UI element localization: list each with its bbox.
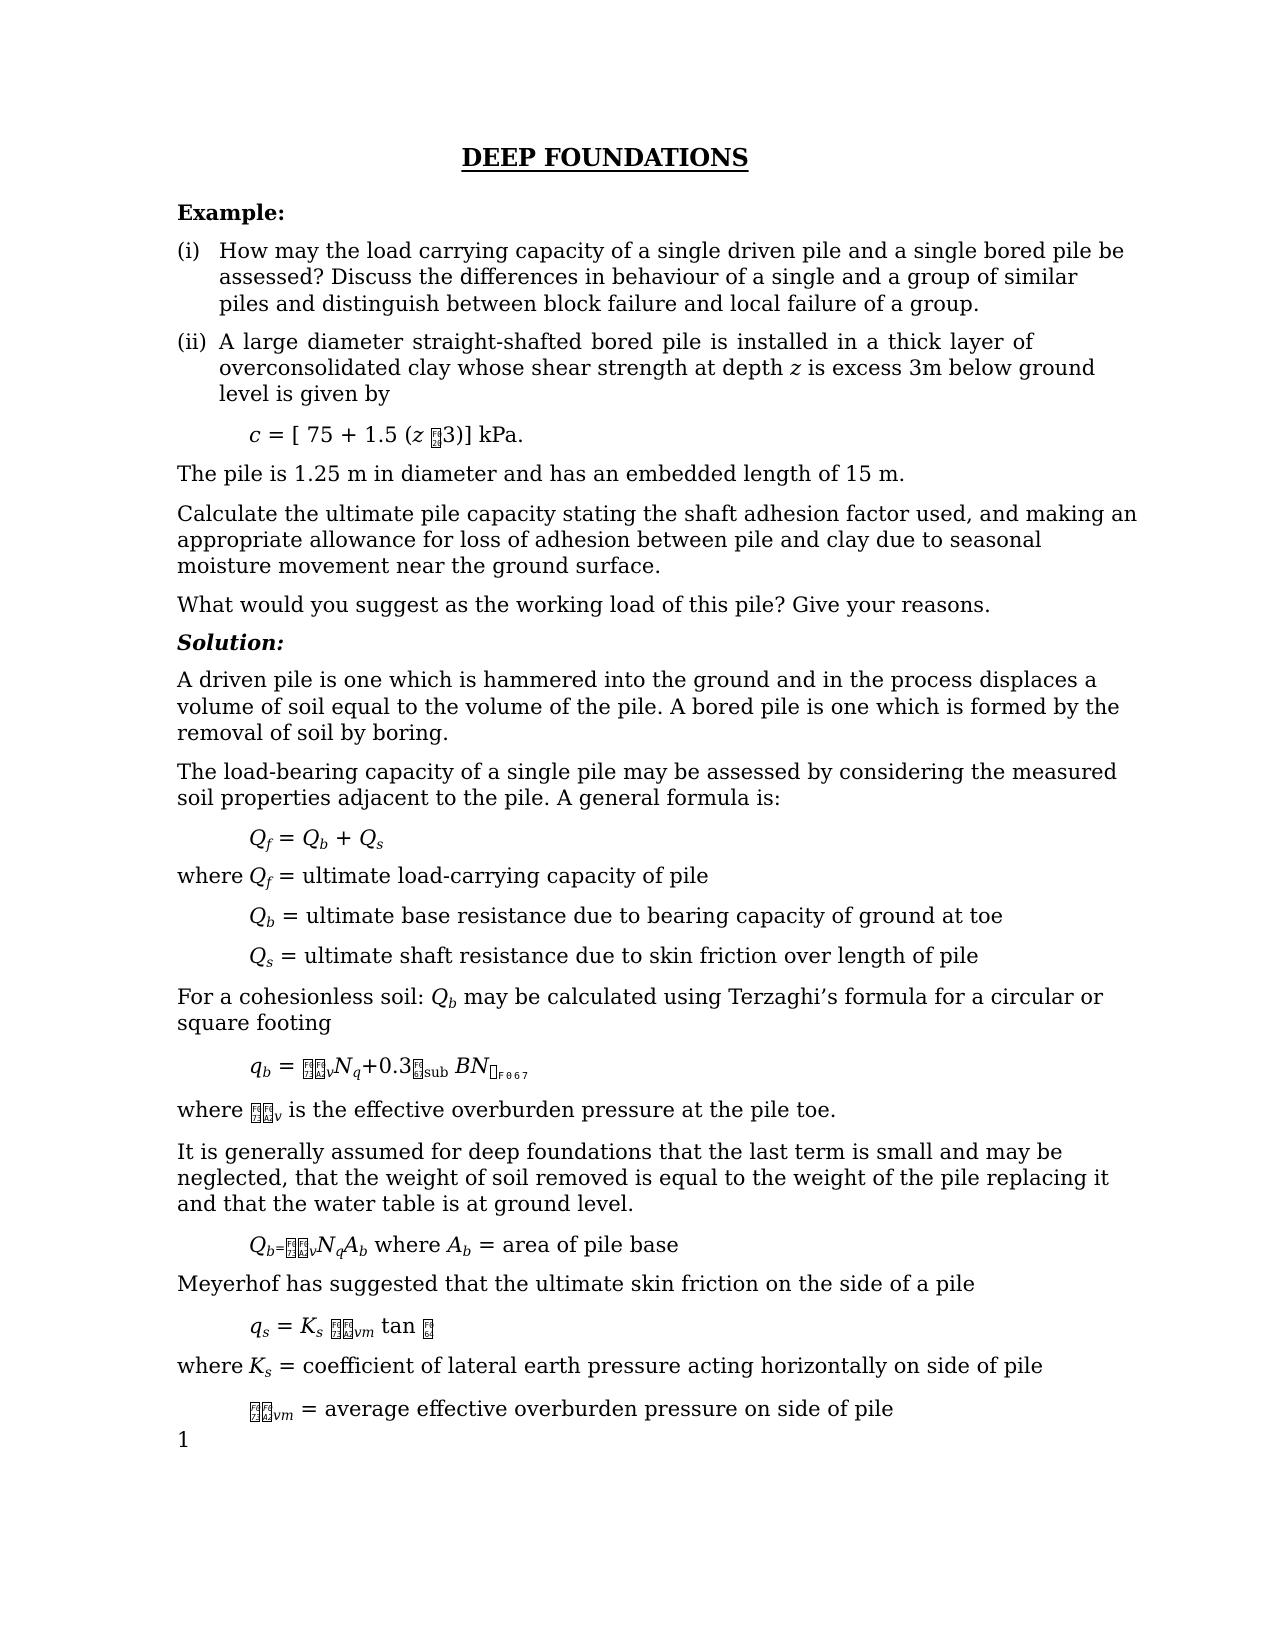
item-i-line-1: How may the load carrying capacity of a single driven pile and a single bored pile be [219,239,1125,263]
definition-sigma-vm: F0 73F0 $A2_{vm}$ = average effective overburden pressure on side of pile [251,1397,894,1425]
para-calculate-line-2: appropriate allowance for loss of adhesion between pile and clay due to seasonal [177,528,1042,552]
page-number: 1 [177,1428,191,1452]
definition-qb: $Q_b$ = ultimate base resistance due to bearing capacity of ground at toe [249,904,1004,932]
para-calculate-line-3: moisture movement near the ground surface. [177,554,662,578]
para-driven-line-2: volume of soil equal to the volume of the pile. A bored pile is one which is formed by the [177,695,1120,719]
missing-glyph-sigma-icon: F0 73 [287,1240,297,1258]
page-title: DEEP FOUNDATIONS [461,143,749,172]
para-load-bearing-line-1: The load-bearing capacity of a single pile may be assessed by considering the measured [177,760,1118,784]
missing-glyph-minus-icon: F0 20 [432,430,442,448]
para-driven-line-3: removal of soil by boring. [177,721,449,745]
item-ii-line-3: level is given by [219,382,390,406]
definition-ks: $K_s$ = coefficient of lateral earth pressure acting horizontally on side of pile [249,1354,1044,1382]
missing-glyph-gamma-icon: F0 67 [413,1061,424,1079]
missing-glyph-prime-icon: F0 A2 [299,1240,309,1258]
eq-c-rhs-pre: = [ 75 + 1.5 ( [260,423,413,447]
eq-c-var: z [412,423,424,447]
formula-Qb: $Q_b= F0$ 73F0 $A2_vN_qA_b$ where $A_b$ = area of pile base [249,1233,679,1261]
para-assumed-line-1: It is generally assumed for deep foundations that the last term is small and may be [177,1140,1063,1164]
missing-glyph-gamma-subscript-icon [490,1065,497,1079]
missing-glyph-prime-icon: F0 A2 [264,1105,274,1123]
where-overburden-toe: where F0 73F0 $A2_v$ is the effective overburden pressure at the pile toe. [177,1098,837,1126]
missing-glyph-sigma-icon: F0 73 [304,1061,314,1079]
para-assumed-line-2: neglected, that the weight of soil removed is equal to the weight of the pile replacing it [177,1166,1109,1190]
formula-qs: $q_s = K_s$ F0 73F0 $A2_{vm}$ tan F0 64 [249,1314,434,1342]
missing-glyph-sigma-icon: F0 73 [331,1321,342,1339]
para-cohesionless-line-2: square footing [177,1011,332,1035]
para-driven-line-1: A driven pile is one which is hammered into the ground and in the process displaces a [177,668,1098,692]
equation-shear-strength [249,423,524,448]
formula-qb-terzaghi: $q_b = F0$ 73F0 $A2_vN_q+0.3$ F0 $67_{sub}$ BN $_{F067}$ [249,1054,531,1082]
para-calculate-line-1: Calculate the ultimate pile capacity stating the shaft adhesion factor used, and making an [177,502,1138,526]
missing-glyph-prime-icon: F0 A2 [263,1404,273,1422]
where-label: where [177,864,244,888]
definition-qs: $Q_s$ = ultimate shaft resistance due to skin friction over length of pile [249,944,979,972]
missing-glyph-delta-icon: F0 64 [424,1321,434,1339]
missing-glyph-prime-icon: F0 A2 [316,1061,326,1079]
missing-glyph-sigma-icon: F0 73 [252,1105,262,1123]
para-assumed-line-3: and that the water table is at ground level. [177,1192,635,1216]
missing-glyph-prime-icon: F0 A2 [343,1321,354,1339]
solution-heading: Solution: [177,630,285,655]
para-pile-dimensions: The pile is 1.25 m in diameter and has an embedded length of 15 m. [177,462,906,486]
para-load-bearing-line-2: soil properties adjacent to the pile. A general formula is: [177,786,781,810]
eq-c-lhs: c [249,423,261,447]
item-ii-label: (ii) [177,330,207,354]
item-ii-line-1: A large diameter straight-shafted bored pile is installed in a thick layer of [219,330,1033,354]
where-label-ks: where [177,1354,244,1378]
item-ii-line-2: overconsolidated clay whose shear strength at depth z is excess 3m below ground [219,356,1096,380]
para-cohesionless-line-1: For a cohesionless soil: $Q_b$ may be calculated using Terzaghi’s formula for a circular or [177,985,1104,1013]
example-heading: Example: [177,200,286,225]
eq-c-rhs-post: 3)] kPa. [442,423,524,447]
definition-qf: $Q_f$ = ultimate load-carrying capacity of pile [249,864,709,892]
item-i-label: (i) [177,239,201,263]
item-i-line-3: piles and distinguish between block failure and local failure of a group. [219,292,980,316]
missing-glyph-sigma-icon: F0 73 [251,1404,261,1422]
para-working-load: What would you suggest as the working load of this pile? Give your reasons. [177,593,991,617]
formula-qf: $Q_f = Q_b + Q_s$ [249,826,384,854]
item-i-line-2: assessed? Discuss the differences in behaviour of a single and a group of similar [219,265,1078,289]
para-meyerhof: Meyerhof has suggested that the ultimate skin friction on the side of a pile [177,1272,976,1296]
